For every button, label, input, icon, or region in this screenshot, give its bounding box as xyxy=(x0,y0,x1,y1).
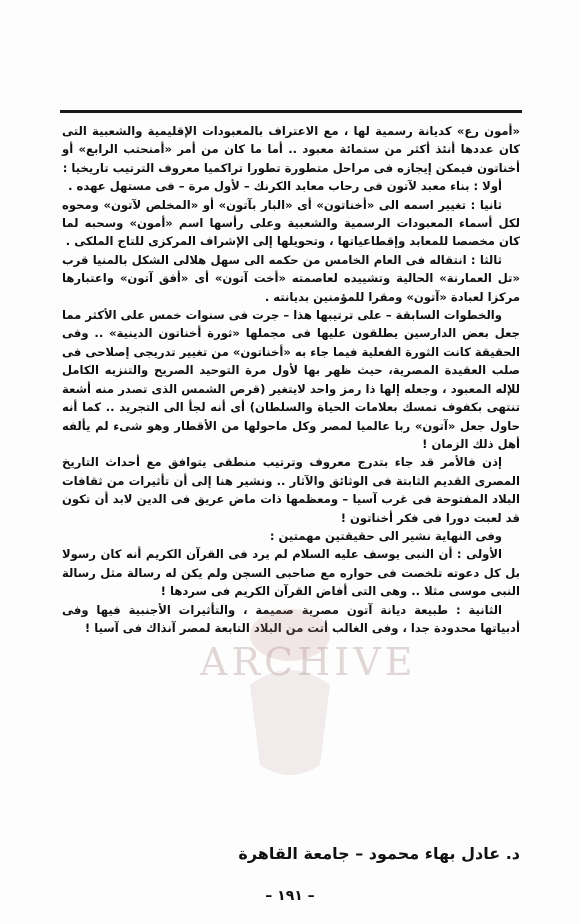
paragraph-first: أولا : بناء معبد لآتون فى رحاب معابد الكرنك – لأول مرة – فى مستهل عهده . xyxy=(68,179,502,194)
paragraph-fact-two: الثانية : طبيعة ديانة آتون مصرية صميمة ، والتأثيرات الأجنبية فيها وفى أدبياتها محدودة جدا ، وفى الغالب أتت من البلاد التابعة لمصر آنذاك فى آسيا ! xyxy=(62,602,520,635)
paragraph-third: ثالثا : انتقاله فى العام الخامس من حكمه الى سهل هلالى الشكل بالمنيا قرب «تل العمارنة» الحالية وتشييده لعاصمته «أخت آتون» أى «أفق آتون» واعتبارها مركزا لعبادة «آتون» ومقرا للمؤمنين بديانته . xyxy=(62,252,520,304)
paragraph-intro: «أمون رع» كديانة رسمية لها ، مع الاعتراف بالمعبودات الإقليمية والشعبية التى كان عددها أنئذ أكثر من ستمائة معبود .. أما ما كان من أمر «أمنحتب الرابع» أو أخناتون فيمكن إيجازه فى مراحل متطورة تطورا تراكميا معروف الترتيب تاريخيا : xyxy=(62,124,520,175)
paragraph-final-note: وفى النهاية نشير الى حقيقتين مهمتين : xyxy=(269,528,502,543)
article-body xyxy=(62,122,520,637)
page-number: – ١٩١ – xyxy=(265,888,315,904)
author-signature: د. عادل بهاء محمود – جامعة القاهرة xyxy=(238,844,520,863)
paragraph-second: ثانيا : تغيير اسمه الى «أخناتون» أى «البار بآتون» أو «المخلص لآتون» ومحوه لكل أسماء المعبودات الرسمية والشعبية وعلى رأسها اسم «أمون» وسحبه لما كان مخصصا للمعابد وإقطاعياتها ، وتحويلها إلى الإشراف المركزى للتاج الملكى . xyxy=(62,197,520,249)
header-rule xyxy=(60,110,522,113)
paragraph-fact-one: الأولى : أن النبى يوسف عليه السلام لم يرد فى القرآن الكريم أنه كان رسولا بل كل دعوته تلخصت فى حواره مع صاحبى السجن ولم يكن له رسالة مثل رسالة النبى موسى مثلا .. وهى التى أفاض القرآن الكريم فى سردها ! xyxy=(62,547,520,599)
paragraph-steps: والخطوات السابقة – على ترتيبها هذا – جرت فى سنوات خمس على الأكثر مما جعل بعض الدارسين يطلقون عليها فى مجملها «ثورة أخناتون الدينية» .. وفى الحقيقة كانت الثورة الفعلية فيما جاء به «أخناتون» من تغيير تدريجى إصلاحى فى صلب العقيدة المصرية، حيث ظهر بها لأول مرة التوحيد الصريح والتنزيه الكامل للإله المعبود ، وجعله إلها ذا رمز واحد لايتغير (قرص الشمس الذى تصدر منه أشعة تنتهى بكفوف تمسك بعلامات الحياة والسلطان) أى أنه لجأ الى التجريد .. كما أنه حاول جعل «آتون» ربا عالميا لمصر وكل ماحولها من الأقطار وهو شىء لم يألفه أهل ذلك الزمان ! xyxy=(62,308,520,451)
watermark-text: ARCHIVE xyxy=(200,640,417,684)
paragraph-conclusion: إذن فالأمر قد جاء بتدرج معروف وترتيب منطقى يتوافق مع أحداث التاريخ المصرى القديم الثابتة فى الوثائق والآثار .. ونشير هنا إلى أن تأثيرات من ثقافات البلاد المفتوحة فى غرب آسيا – ومعظمها ذات ماض عريق فى الدين لابد أن تكون قد لعبت دورا فى فكر أخناتون ! xyxy=(62,455,520,525)
